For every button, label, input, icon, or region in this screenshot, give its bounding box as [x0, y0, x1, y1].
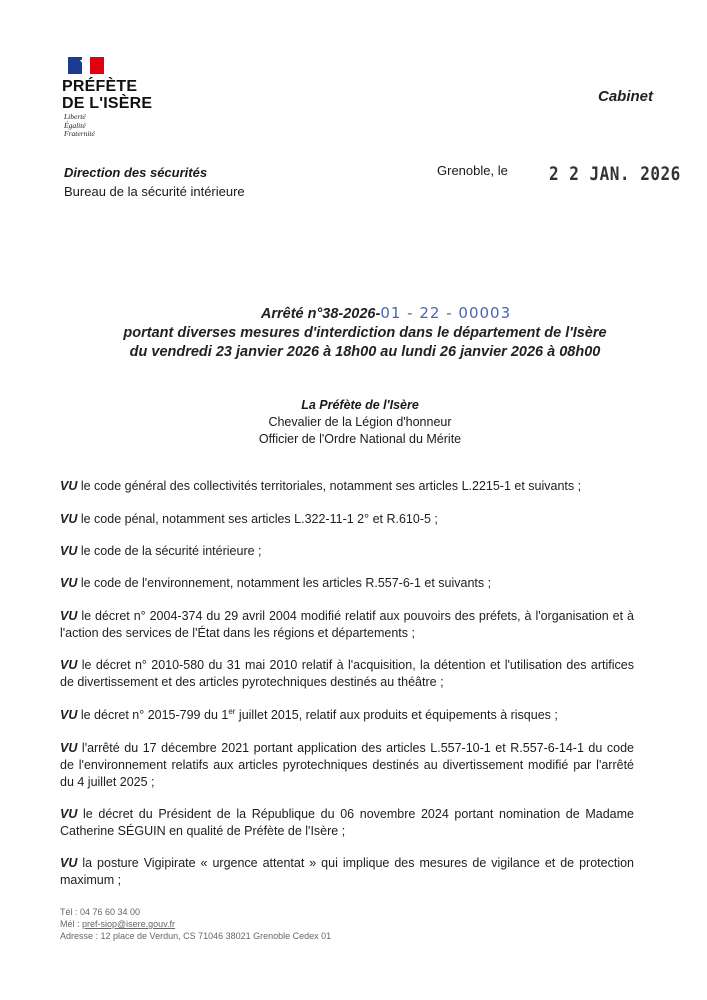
- visa-text: la posture Vigipirate « urgence attentat » qui implique des mesures de vigilance et de protection maximum ;: [60, 856, 634, 887]
- visa-text: le code pénal, notamment ses articles L.322-11-1 2° et R.610-5 ;: [77, 512, 438, 526]
- visa-item: [60, 608, 634, 642]
- visa-text: le décret du Président de la République du 06 novembre 2024 portant nomination de Madame Catherine SÉGUIN en qualité de Préfète de l'Isère ;: [60, 807, 634, 838]
- prefet-honor-1: Chevalier de la Légion d'honneur: [268, 415, 452, 429]
- bureau-name: Bureau de la sécurité intérieure: [64, 184, 245, 199]
- footer-address: Adresse : 12 place de Verdun, CS 71046 38021 Grenoble Cedex 01: [60, 931, 332, 941]
- visa-item: [60, 575, 634, 592]
- date-stamp: 2 2 JAN. 2026: [549, 162, 681, 185]
- arrete-prefix: Arrêté n°38-2026-: [260, 306, 381, 322]
- visa-item: [60, 657, 634, 691]
- arrete-number-handwritten: 01 - 22 - 00003: [380, 304, 512, 322]
- visa-item: [60, 478, 634, 495]
- visa-item: [60, 740, 634, 791]
- motto-fraternite: Fraternité: [64, 129, 95, 138]
- arrete-number-line: [122, 304, 650, 324]
- direction-name: Direction des sécurités: [64, 165, 208, 180]
- visa-text: le code de la sécurité intérieure ;: [77, 544, 262, 558]
- prefet-name: La Préfète de l'Isère: [301, 398, 419, 412]
- visa-text-sup: er: [228, 706, 236, 716]
- motto-egalite: Égalité: [64, 120, 86, 130]
- footer-mel-label: Mél :: [60, 919, 83, 929]
- visa-label: VU: [60, 576, 78, 590]
- republic-motto: [64, 113, 95, 139]
- org-line-1: PRÉFÈTE: [62, 78, 138, 95]
- org-line-2: DE L'ISÈRE: [62, 95, 153, 112]
- visa-item: [60, 855, 634, 889]
- direction-block: [64, 163, 245, 201]
- visa-label: VU: [60, 479, 78, 493]
- visa-label: VU: [60, 609, 78, 623]
- visa-item: [60, 806, 634, 840]
- prefet-honor-2: Officier de l'Ordre National du Mérite: [258, 432, 462, 446]
- footer-mel-line: [60, 918, 331, 930]
- visa-text: l'arrêté du 17 décembre 2021 portant application des articles L.557-10-1 et R.557-6-14-1 du code de l'environnement relatifs aux articles pyrotechniques destinés au divertissement modifié par l'arrêté du 4 juillet 2025 ;: [60, 741, 634, 789]
- visa-item: [60, 543, 634, 560]
- visa-label: VU: [60, 512, 78, 526]
- visa-item: [60, 511, 634, 528]
- place-label: Grenoble, le: [437, 163, 508, 178]
- prefet-block: [120, 397, 600, 448]
- visa-text-after: juillet 2015, relatif aux produits et équipements à risques ;: [235, 708, 558, 722]
- arrete-title: [80, 304, 650, 362]
- visa-label: VU: [60, 856, 78, 870]
- visa-label: VU: [60, 741, 78, 755]
- visa-text: le code de l'environnement, notamment les articles R.557-6-1 et suivants ;: [77, 576, 492, 590]
- visa-text: le décret n° 2004-374 du 29 avril 2004 modifié relatif aux pouvoirs des préfets, à l'organisation et à l'action des services de l'État dans les régions et départements ;: [60, 609, 634, 640]
- visa-label: VU: [60, 658, 78, 672]
- visa-text: le code général des collectivités territoriales, notamment ses articles L.2215-1 et suivants ;: [77, 479, 582, 493]
- footer-email-link[interactable]: pref-siop@isere.gouv.fr: [82, 919, 176, 929]
- arrete-period: du vendredi 23 janvier 2026 à 18h00 au lundi 26 janvier 2026 à 08h00: [129, 344, 601, 360]
- arrete-subject: portant diverses mesures d'interdiction dans le département de l'Isère: [123, 325, 607, 341]
- motto-liberte: Liberté: [64, 112, 86, 121]
- footer-tel: Tél : 04 76 60 34 00: [60, 907, 141, 917]
- visa-text: le décret n° 2010-580 du 31 mai 2010 relatif à l'acquisition, la détention et l'utilisation des artifices de divertissement et des articles pyrotechniques destinés au théâtre ;: [60, 658, 634, 689]
- visa-label: VU: [60, 807, 78, 821]
- visa-label: VU: [60, 544, 78, 558]
- visa-item: [60, 707, 634, 724]
- service-cabinet: Cabinet: [597, 88, 653, 105]
- contact-footer: [60, 906, 331, 942]
- visa-text-before: le décret n° 2015-799 du 1: [77, 708, 229, 722]
- marianne-logo-icon: [68, 57, 104, 74]
- prefecture-name: [62, 78, 152, 112]
- visa-label: VU: [60, 708, 78, 722]
